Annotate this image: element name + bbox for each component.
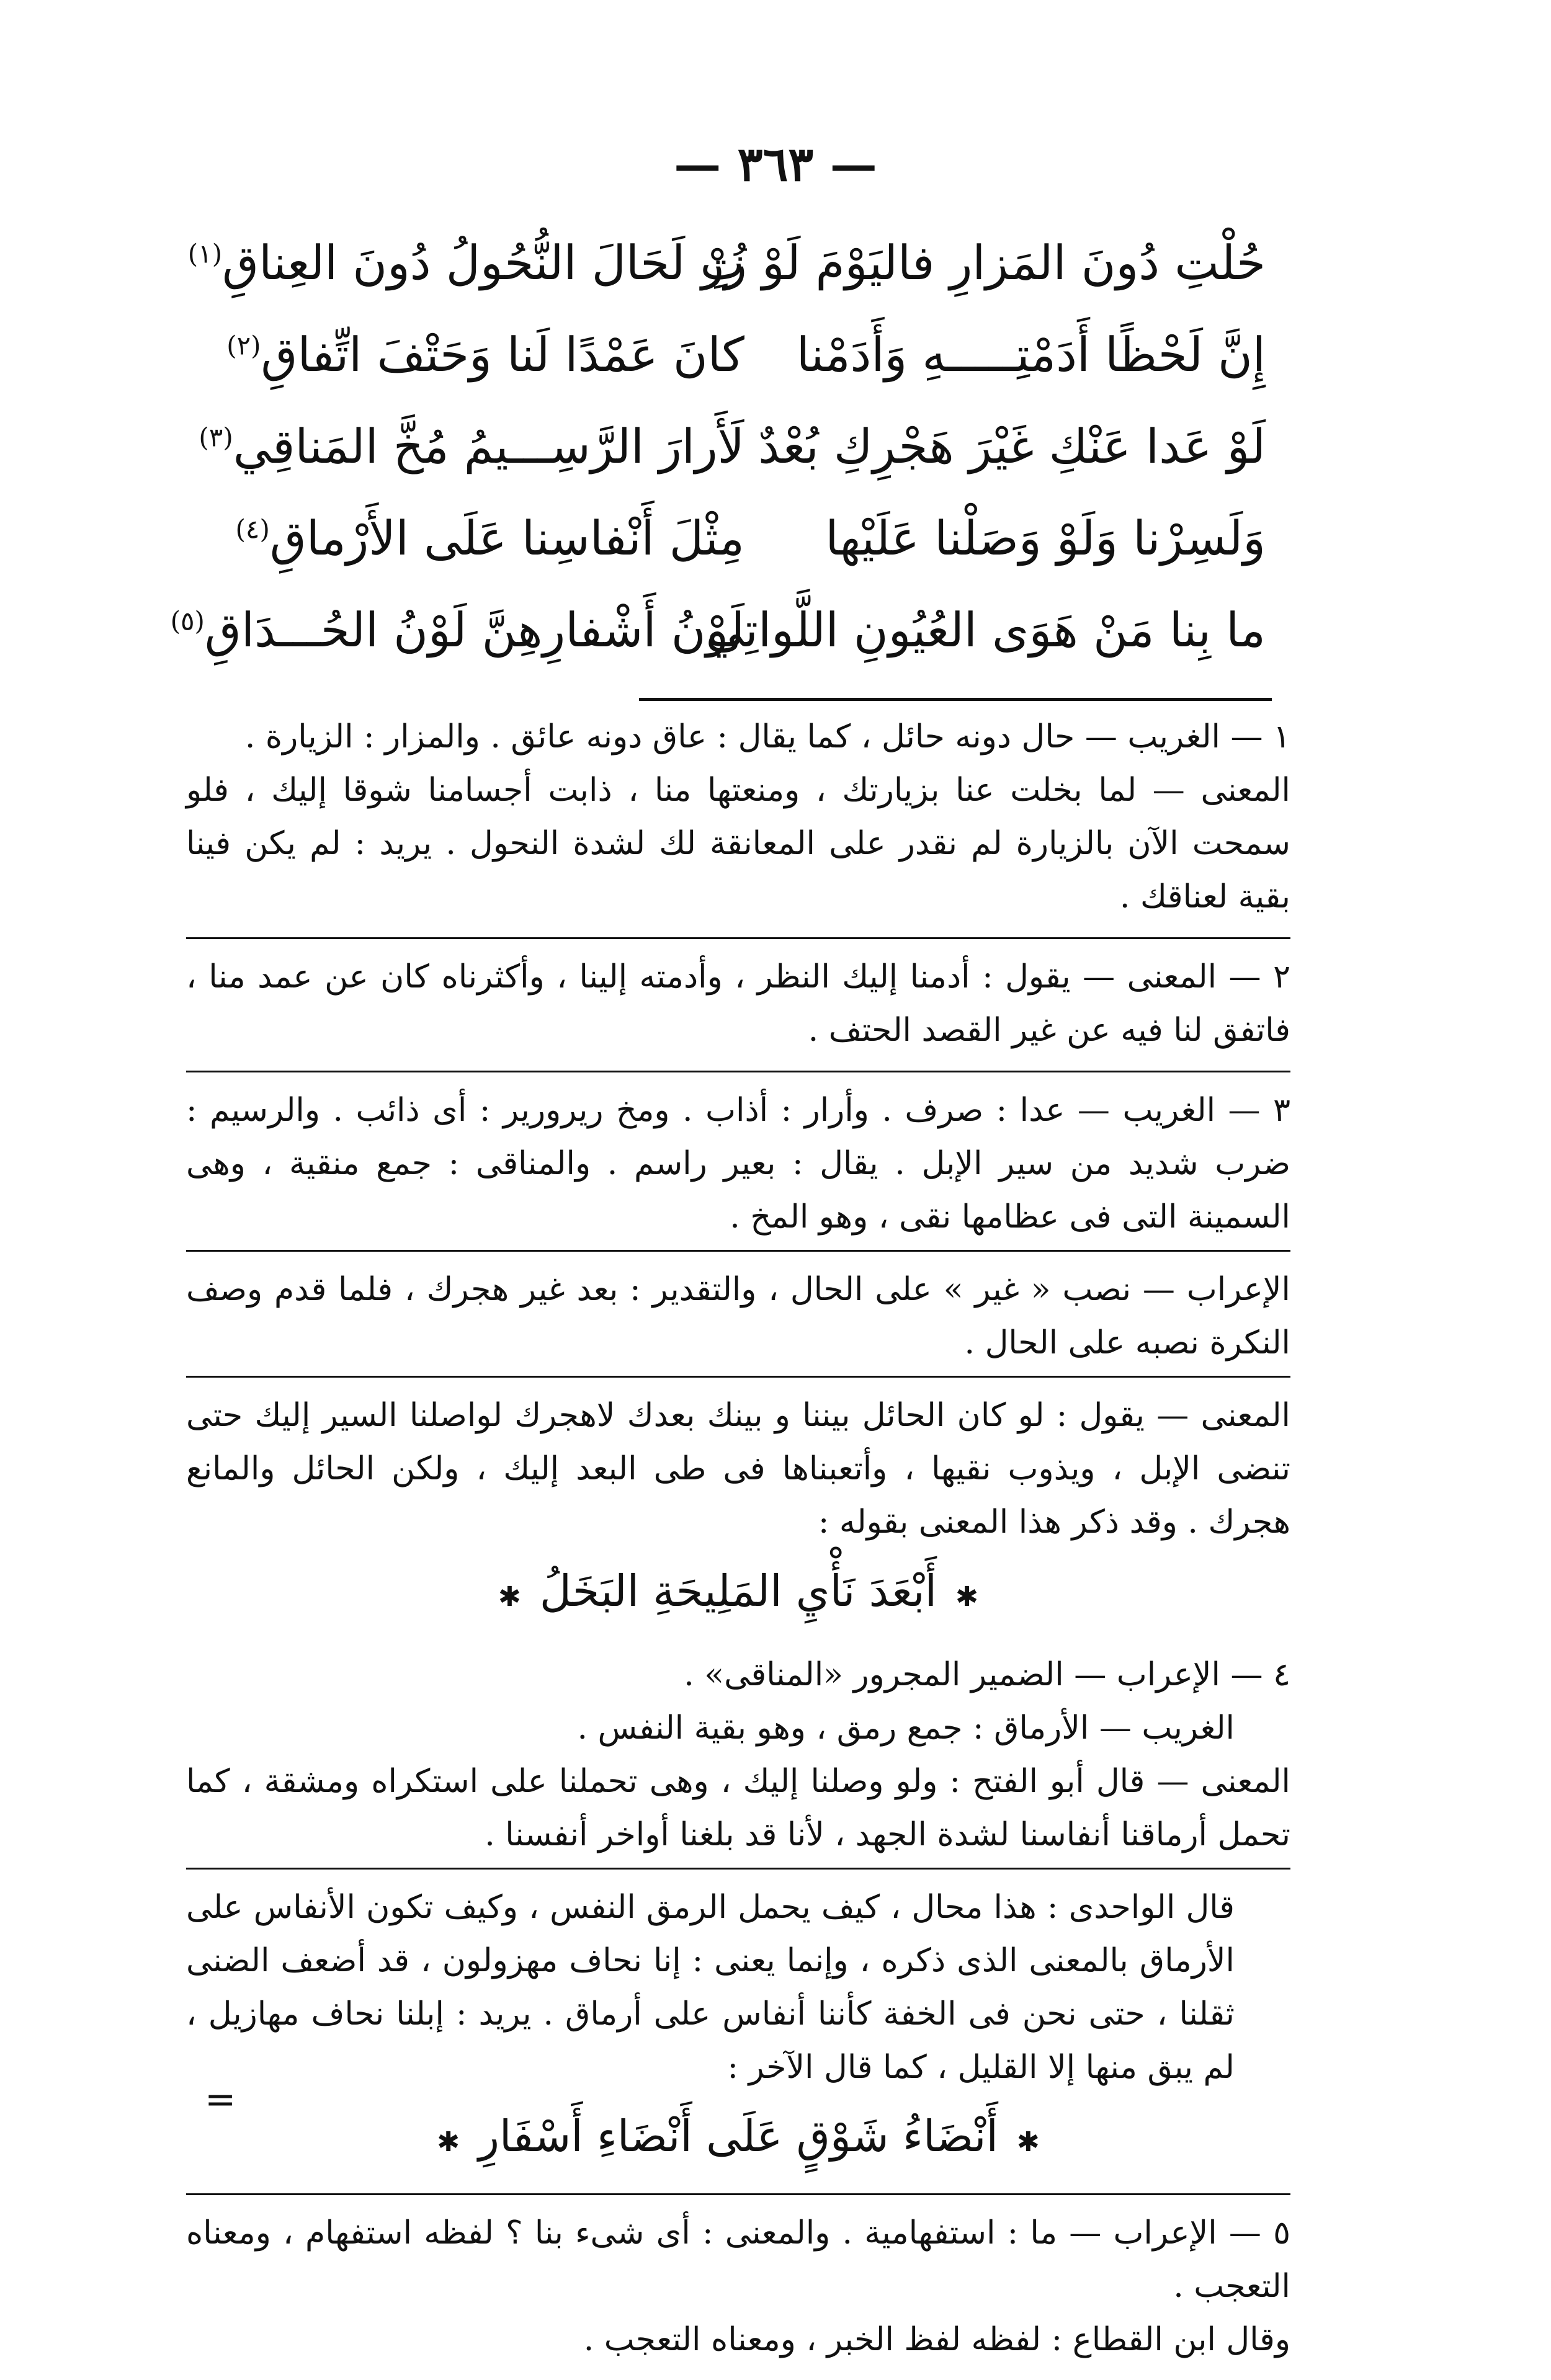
note-gharib: ١ — الغريب — حال دونه حائل ، كما يقال : عاق دونه عائق . والمزار : الزيارة . xyxy=(244,718,1290,755)
star-ornament: ✱ xyxy=(1016,2126,1040,2158)
note-maana: المعنى — يقول : لو كان الحائل بيننا و بينك بعدك لاهجرك لواصلنا السير إليك حتى تنضى الإبل ، ويذوب نقيها ، وأتعبناها فى طى البعد إليك ، ولكن الحائل والمانع هجرك . وقد ذكر هذا المعنى بقوله : xyxy=(186,1397,1290,1541)
note-maana: ٢ — المعنى — يقول : أدمنا إليك النظر ، وأدمته إلينا ، وأكثرناه كان عن عمد منا ، فاتفق لنا فيه عن غير القصد الحتف . xyxy=(186,958,1290,1049)
note-1 xyxy=(186,710,1290,924)
verse-first-hemistich: ما بِنا مَنْ هَوَى العُيُونِ اللَّواتِي xyxy=(705,602,1266,657)
note-maana: المعنى — قال أبو الفتح : ولو وصلنا إليك ، وهى تحملنا على استكراه ومشقة ، كما تحمل أرماقنا أنفاسنا لشدة الجهد ، لأنا قد بلغنا أواخر أنفسنا . xyxy=(186,1763,1290,1853)
verse-second-text: كانَ عَمْدًا لَنا وَحَتْفَ اتِّفاقِ xyxy=(261,327,744,382)
verse-second-hemistich xyxy=(170,584,744,676)
note-5 xyxy=(186,2206,1290,2366)
verse-first-hemistich: إِنَّ لَحْظًا أَدَمْتِـــــهِ وَأَدَمْنا xyxy=(796,327,1266,382)
note-irab: الإعراب — نصب « غير » على الحال ، والتقدير : بعد غير هجرك ، فلما قدم وصف النكرة نصبه على الحال . xyxy=(186,1271,1290,1362)
note-4 xyxy=(186,1648,1290,2180)
verse-second-text: لَأَرارَ الرَّسِـــيمُ مُخَّ المَناقِي xyxy=(233,419,744,474)
footnote-separator xyxy=(639,698,1272,701)
poem-verses xyxy=(170,217,1266,676)
verse-first-hemistich: وَلَسِرْنا وَلَوْ وَصَلْنا عَلَيْها xyxy=(825,510,1266,566)
note-divider xyxy=(186,2193,1290,2195)
quoted-verse xyxy=(186,2099,1290,2180)
verse-first-hemistich: لَوْ عَدا عَنْكِ غَيْرَ هَجْرِكِ بُعْدٌ xyxy=(758,419,1266,474)
note-wahidi: قال الواحدى : هذا محال ، كيف يحمل الرمق النفس ، وكيف تكون الأنفاس على الأرماق بالمعنى الذى ذكره ، وإنما يعنى : إنا نحاف مهزولون ، قد أضعف الضنى ثقلنا ، حتى نحن فى الخفة كأننا أنفاس على أرماق . يريد : إبلنا نحاف مهازيل ، لم يبق منها إلا القليل ، كما قال الآخر : xyxy=(186,1889,1235,2086)
star-ornament: ✱ xyxy=(955,1581,978,1613)
footnote-ref: (٣) xyxy=(199,422,233,453)
note-qatta: وقال ابن القطاع : لفظه لفظ الخبر ، ومعناه التعجب . xyxy=(583,2321,1290,2358)
note-maana: المعنى — لما بخلت عنا بزيارتك ، ومنعتها منا ، ذابت أجسامنا شوقا إليك ، فلو سمحت الآن بالزيارة لم نقدر على المعانقة لك لشدة النحول . يريد : لم يكن فينا بقية لعناقك . xyxy=(186,772,1290,916)
note-3 xyxy=(186,1084,1290,1634)
quoted-verse-text: أَبْعَدَ نَأْيِ المَلِيحَةِ البَخَلُ xyxy=(539,1566,937,1616)
note-gharib: الغريب — الأرماق : جمع رمق ، وهو بقية النفس . xyxy=(577,1709,1235,1747)
verse-second-hemistich xyxy=(236,492,744,584)
footnote-ref: (١) xyxy=(187,238,223,269)
note-divider xyxy=(186,1868,1290,1870)
verse-second-text: تِ لَحَالَ النُّحُولُ دُونَ العِناقِ xyxy=(222,235,744,290)
quoted-verse-text: أَنْضَاءُ شَوْقٍ عَلَى أَنْضَاءِ أَسْفَارِ xyxy=(478,2111,998,2162)
continuation-mark: = xyxy=(205,2078,236,2121)
verse-line xyxy=(199,401,1266,492)
verse-second-text: لَوْنُ أَشْفارِهِنَّ لَوْنُ الحُـــدَاقِ xyxy=(204,602,744,657)
note-divider xyxy=(186,937,1290,939)
verse-line xyxy=(187,217,1266,309)
verse-first-hemistich: حُلْتِ دُونَ المَزارِ فاليَوْمَ لَوْ زُرْ xyxy=(701,235,1266,290)
verse-second-hemistich xyxy=(199,401,744,492)
note-gharib: ٣ — الغريب — عدا : صرف . وأرار : أذاب . ومخ ريرورير : أى ذائب . والرسيم : ضرب شديد من سير الإبل . يقال : بعير راسم . والمناقى : جمع منقية ، وهى السمينة التى فى عظامها نقى ، وهو المخ . xyxy=(186,1092,1290,1236)
verse-line xyxy=(236,492,1266,584)
footnote-ref: (٤) xyxy=(235,514,270,545)
footnote-ref: (٥) xyxy=(170,605,205,636)
verse-second-hemistich xyxy=(226,309,744,401)
note-divider xyxy=(186,1250,1290,1252)
verse-line xyxy=(226,309,1266,401)
verse-line xyxy=(170,584,1266,676)
verse-second-text: مِثْلَ أَنْفاسِنا عَلَى الأَرْماقِ xyxy=(269,510,744,566)
star-ornament: ✱ xyxy=(437,2126,460,2158)
star-ornament: ✱ xyxy=(498,1581,521,1613)
commentary-notes xyxy=(186,710,1290,2380)
note-irab: ٤ — الإعراب — الضمير المجرور «المناقى» . xyxy=(684,1656,1290,1693)
quoted-verse xyxy=(186,1554,1290,1634)
verse-second-hemistich xyxy=(187,217,744,309)
note-2 xyxy=(186,950,1290,1057)
note-irab: ٥ — الإعراب — ما : استفهامية . والمعنى : أى شىء بنا ؟ لفظه استفهام ، ومعناه التعجب . xyxy=(186,2214,1290,2305)
page-number: — ٣٦٣ — xyxy=(674,136,877,192)
note-divider xyxy=(186,1071,1290,1072)
note-divider xyxy=(186,1376,1290,1378)
footnote-ref: (٢) xyxy=(226,330,261,361)
